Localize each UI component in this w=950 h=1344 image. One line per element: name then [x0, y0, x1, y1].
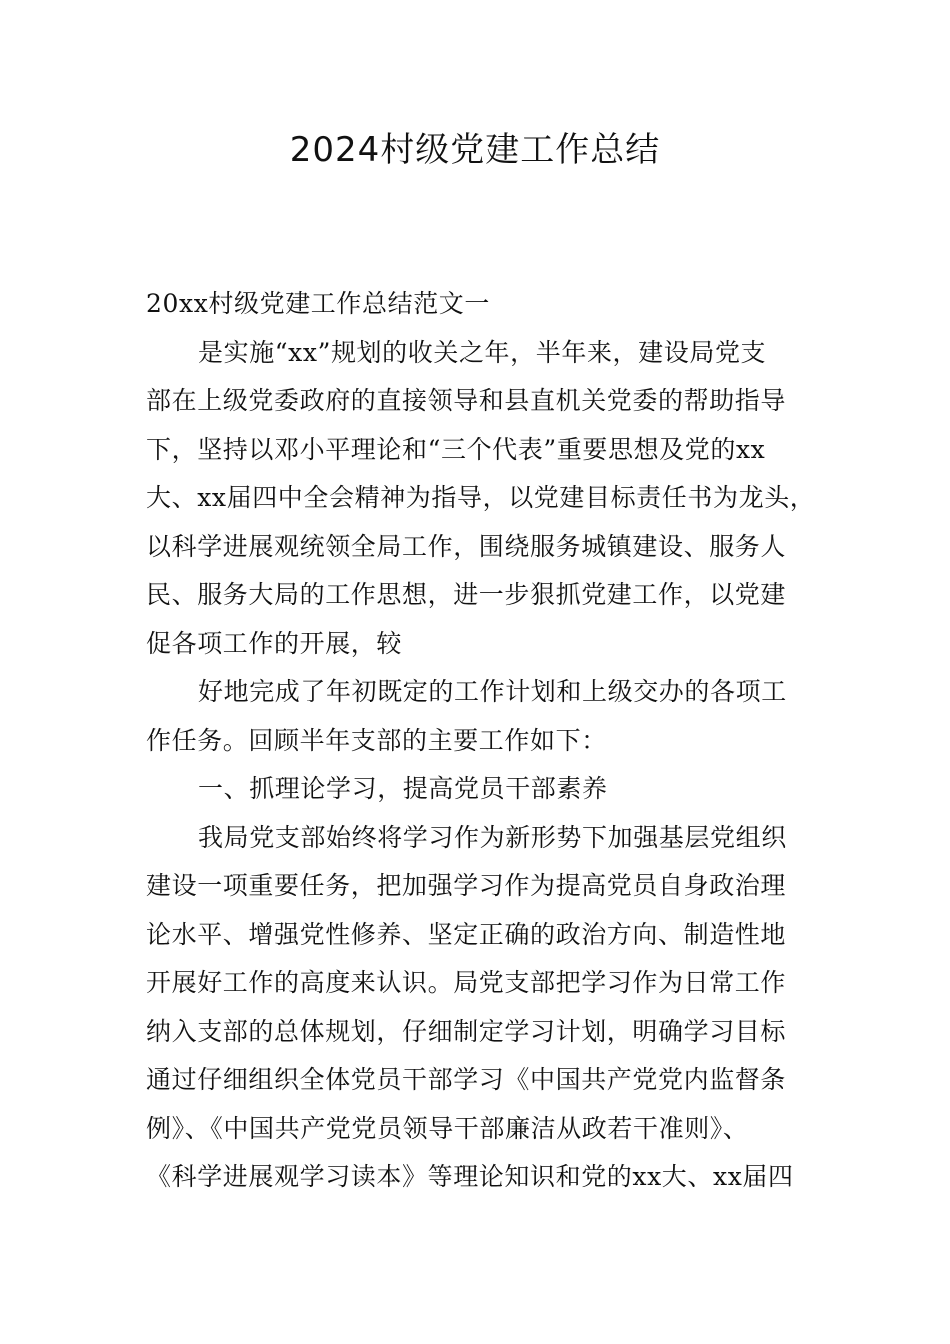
body-line: 论水平、增强党性修养、坚定正确的政治方向、制造性地: [146, 919, 787, 949]
body-line: 民、服务大局的工作思想，进一步狠抓党建工作，以党建: [146, 580, 787, 609]
document-body: [146, 280, 826, 1202]
body-line: 促各项工作的开展，较: [146, 628, 403, 658]
body-line: 建设一项重要任务，把加强学习作为提高党员自身政治理: [146, 871, 787, 900]
body-line: 作任务。回顾半年支部的主要工作如下：: [146, 725, 607, 755]
body-line: 《科学进展观学习读本》等理论知识和党的xx大、xx届四: [146, 1162, 794, 1191]
body-line: 例》、《中国共产党党员领导干部廉洁从政若干准则》、: [146, 1113, 749, 1143]
body-line: 20xx村级党建工作总结范文一: [146, 289, 491, 318]
body-line: 纳入支部的总体规划，仔细制定学习计划，明确学习目标: [146, 1016, 787, 1046]
body-line: 下，坚持以邓小平理论和“三个代表”重要思想及党的xx: [146, 434, 766, 464]
body-line: 开展好工作的高度来认识。局党支部把学习作为日常工作: [146, 968, 787, 997]
body-line: 好地完成了年初既定的工作计划和上级交办的各项工: [198, 677, 787, 706]
body-line: 大、xx届四中全会精神为指导，以党建目标责任书为龙头，: [146, 483, 816, 512]
body-line: 是实施“xx”规划的收关之年，半年来，建设局党支: [198, 337, 767, 367]
document-title: 2024村级党建工作总结: [289, 130, 661, 170]
body-line: 以科学进展观统领全局工作，围绕服务城镇建设、服务人: [146, 531, 787, 561]
body-line: 我局党支部始终将学习作为新形势下加强基层党组织: [198, 822, 787, 852]
body-line: 一、抓理论学习，提高党员干部素养: [198, 774, 608, 803]
body-line: 通过仔细组织全体党员干部学习《中国共产党党内监督条: [146, 1065, 787, 1094]
body-line: 部在上级党委政府的直接领导和县直机关党委的帮助指导: [146, 386, 787, 415]
